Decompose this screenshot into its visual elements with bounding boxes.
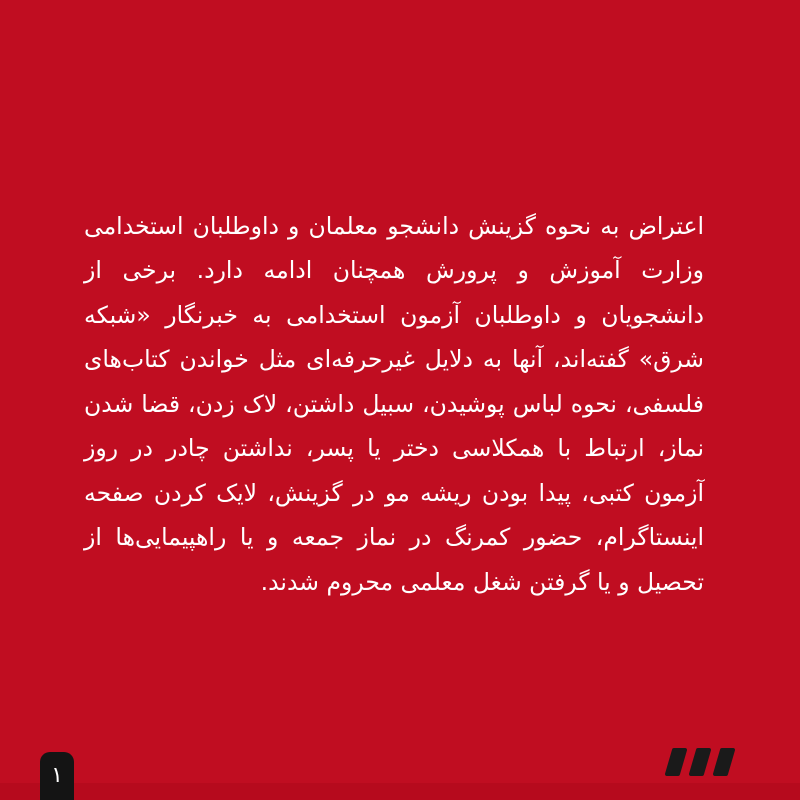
page-number: ۱ (51, 763, 63, 788)
page-number-tab (40, 752, 74, 800)
three-dark-rhombus-logo-icon (662, 747, 740, 777)
bottom-strip (0, 783, 800, 800)
article-paragraph: اعتراض به نحوه گزینش دانشجو معلمان و داوطلبان استخدامی وزارت آموزش و پرورش همچنان ادامه دارد. برخی از دانشجویان و داوطلبان آزمون استخدامی به خبرنگار «شبکه شرق» گفته‌اند، آنها به دلایل غیرحرفه‌ای مثل خواندن کتاب‌های فلسفی، نحوه لباس پوشیدن، سبیل داشتن، لاک زدن، قضا شدن نماز، ارتباط با همکلاسی دختر یا پسر، نداشتن چادر در روز آزمون کتبی، پیدا بودن ریشه مو در گزینش، لایک کردن صفحه اینستاگرام، حضور کمرنگ در نماز جمعه و یا راهپیمایی‌ها از تحصیل و یا گرفتن شغل معلمی محروم شدند. (84, 211, 704, 596)
